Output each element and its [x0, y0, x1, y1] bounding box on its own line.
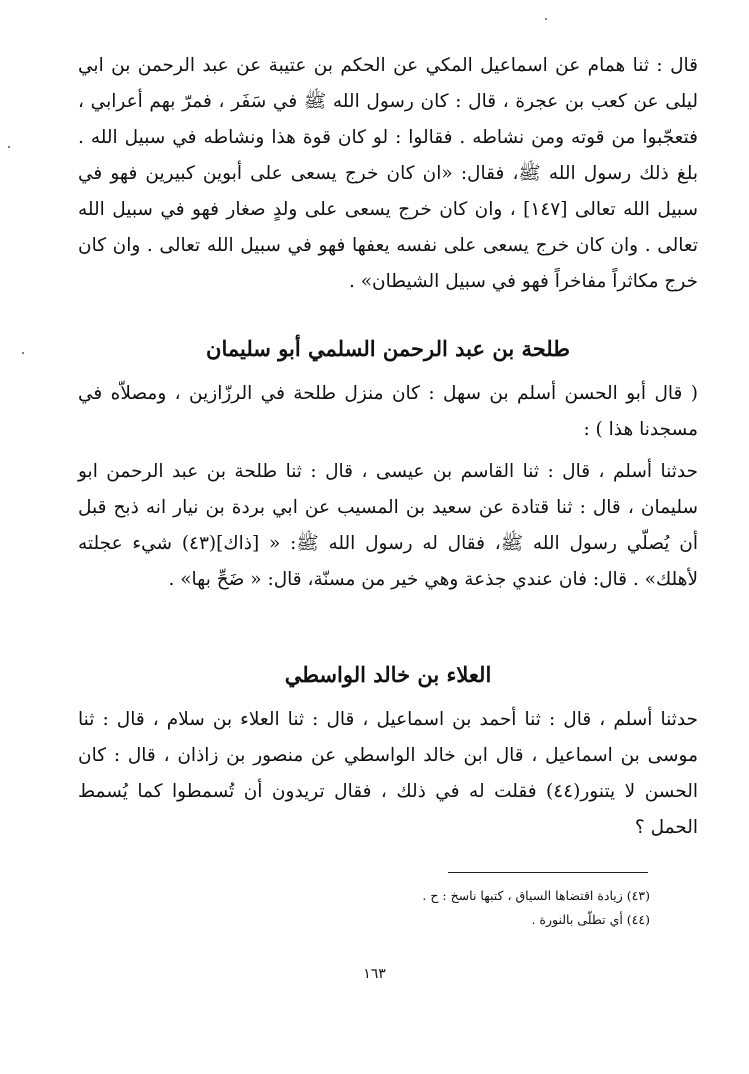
footnote-divider: [448, 872, 648, 873]
footnotes: [78, 884, 650, 932]
hadith-paragraph-3-block: [78, 702, 698, 846]
hadith-paragraph-3: حدثنا أسلم ، قال : ثنا أحمد بن اسماعيل ، قال : ثنا العلاء بن سلام ، قال : ثنا موسى بن اسماعيل ، قال ابن خالد الواسطي عن منصور بن زاذان ، قال : كان الحسن لا يتنور(٤٤) فقلت له في ذلك ، فقال تريدون أن تُسمطوا كما يُسمط الحمل ؟: [78, 709, 698, 838]
hadith-paragraph-2-block: [78, 454, 698, 598]
scan-speck: [22, 352, 24, 354]
footnote-43: (٤٣) زيادة اقتضاها السياق ، كتبها ناسخ : ح .: [422, 888, 650, 903]
scan-speck: [8, 146, 10, 148]
section-heading-alaa: العلاء بن خالد الواسطي: [284, 662, 492, 687]
note-paragraph: ( قال أبو الحسن أسلم بن سهل : كان منزل طلحة في الرزّازين ، ومصلاّه في مسجدنا هذا ) :: [78, 383, 698, 440]
footnote-44: (٤٤) أي تطلّى بالنورة .: [531, 912, 650, 927]
hadith-paragraph-1-block: [78, 48, 698, 300]
note-paragraph-block: [78, 376, 698, 448]
hadith-paragraph-2: حدثنا أسلم ، قال : ثنا القاسم بن عيسى ، قال : ثنا طلحة بن عبد الرحمن ابو سليمان ، قال : ثنا قتادة عن سعيد بن المسيب عن ابي بردة بن نيار انه ذبح قبل أن يُصلّي رسول الله ﷺ، فقال له رسول الله ﷺ: « [ذاك](٤٣) شيء عجلته لأهلك» . قال: فان عندي جذعة وهي خير من مسنّة، قال: « ضَحِّ بها» .: [78, 461, 698, 590]
scan-speck: [545, 18, 547, 20]
section-heading-talha: طلحة بن عبد الرحمن السلمي أبو سليمان: [206, 336, 570, 361]
hadith-paragraph-1: قال : ثنا همام عن اسماعيل المكي عن الحكم بن عتيبة عن عبد الرحمن بن ابي ليلى عن كعب بن عجرة ، قال : كان رسول الله ﷺ في سَفَر ، فمرّ بهم أعرابي ، فتعجّبوا من قوته ومن نشاطه . فقالوا : لو كان قوة هذا ونشاطه في سبيل الله . بلغ ذلك رسول الله ﷺ، فقال: «ان كان خرج يسعى على أبوين كبيرين فهو في سبيل الله تعالى [١٤٧] ، وان كان خرج يسعى على ولدٍ صغار فهو في سبيل الله تعالى . وان كان خرج يسعى على نفسه يعفها فهو في سبيل الله تعالى . وان كان خرج مكاثراً مفاخراً فهو في سبيل الشيطان» .: [78, 55, 698, 292]
page-number: ١٦٣: [363, 966, 386, 982]
